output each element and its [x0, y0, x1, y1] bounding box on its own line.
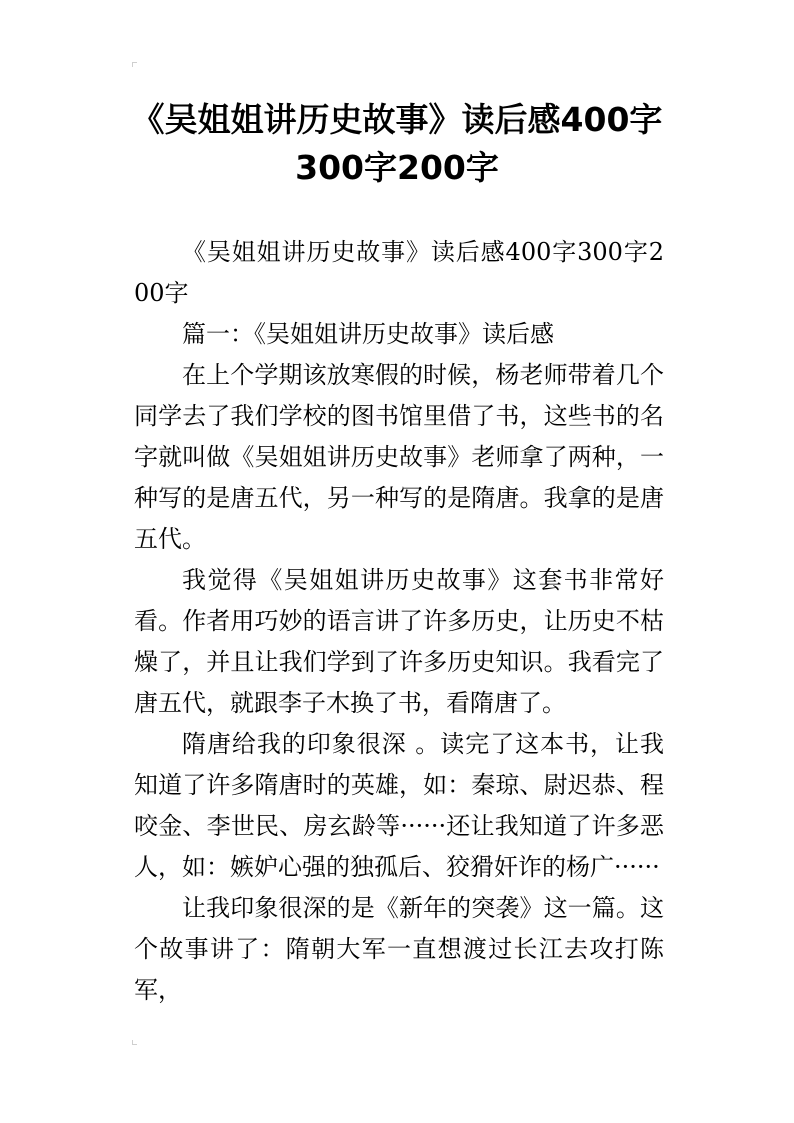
paragraph-1: 在上个学期该放寒假的时候，杨老师带着几个同学去了我们学校的图书馆里借了书，这些书的名字就叫做《吴姐姐讲历史故事》老师拿了两种，一种写的是唐五代，另一种写的是隋唐。我拿的是唐五代。 — [134, 361, 664, 553]
document-body — [134, 232, 664, 1011]
paragraph-heading: 《吴姐姐讲历史故事》读后感400字300字200字 — [134, 238, 664, 307]
paragraph-3: 隋唐给我的印象很深 。读完了这本书，让我知道了许多隋唐时的英雄，如：秦琼、尉迟恭、程咬金、李世民、房玄龄等······还让我知道了许多恶人，如：嫉妒心强的独孤后、狡猾奸诈的杨广······ — [134, 730, 664, 881]
paragraph-4: 让我印象很深的是《新年的突袭》这一篇。这个故事讲了：隋朝大军一直想渡过长江去攻打陈军， — [134, 894, 664, 1004]
page-corner-mark-top — [132, 62, 137, 67]
document-title — [90, 96, 704, 192]
paragraph-2: 我觉得《吴姐姐讲历史故事》这套书非常好看。作者用巧妙的语言讲了许多历史，让历史不枯燥了，并且让我们学到了许多历史知识。我看完了唐五代，就跟李子木换了书，看隋唐了。 — [134, 566, 664, 717]
title-line-2: 300字200字 — [295, 148, 499, 187]
paragraph-section-title: 篇一：《吴姐姐讲历史故事》读后感 — [182, 320, 554, 348]
title-line-1: 《吴姐姐讲历史故事》读后感400字 — [131, 100, 663, 139]
page-corner-mark-bottom — [132, 1040, 137, 1045]
